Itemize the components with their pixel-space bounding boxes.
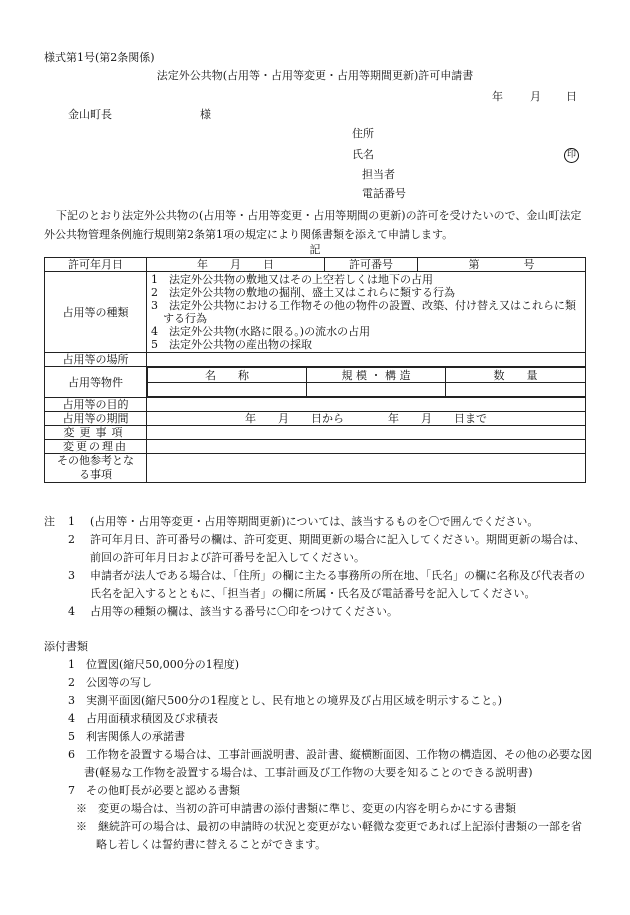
addressee-name: 金山町長 xyxy=(68,108,112,121)
intro-text: 下記のとおり法定外公共物の(占用等・占用等変更・占用等期間の更新)の許可を受けたいので、金山町法定外公共物管理条例施行規則第2条第1項の規定により関係書類を添えて申請します。 xyxy=(44,209,582,241)
other-label: その他参考となる事項 xyxy=(45,454,147,483)
attachment-item-1: 1 位置図(縮尺50,000分の1程度) xyxy=(68,658,240,671)
type-option-1[interactable]: 1 法定外公共物の敷地又はその上空若しくは地下の占用 xyxy=(151,273,433,286)
table-row-permit xyxy=(45,258,586,272)
attachments-section xyxy=(44,638,592,854)
items-label: 占用等物件 xyxy=(45,367,147,398)
applicant-person-label: 担当者 xyxy=(362,168,395,181)
type-options xyxy=(147,272,586,353)
change-reason-label: 変更の理由 xyxy=(45,440,147,454)
table-row-change-items xyxy=(45,426,586,440)
notes-section xyxy=(44,513,592,621)
items-header-quantity: 数 量 xyxy=(446,368,586,383)
place-label: 占用等の場所 xyxy=(45,353,147,367)
note-3-number: 3 xyxy=(68,569,75,582)
attachment-item-3: 3 実測平面図(縮尺500分の1程度とし、民有地との境界及び占用区域を明示すること。) xyxy=(68,694,503,707)
table-row-place xyxy=(45,353,586,367)
attachment-item-5: 5 利害関係人の承諾書 xyxy=(68,730,185,743)
purpose-field[interactable] xyxy=(147,398,586,412)
applicant-phone-label: 電話番号 xyxy=(362,187,406,200)
note-3 xyxy=(44,567,592,603)
date-day: 日 xyxy=(566,90,577,103)
note-1-text: (占用等・占用等変更・占用等期間更新)については、該当するものを〇で囲んでください。 xyxy=(90,515,539,528)
type-option-2[interactable]: 2 法定外公共物の敷地の掘削、盛土又はこれらに類する行為 xyxy=(151,286,455,299)
items-header-scale: 規 模 ・ 構 造 xyxy=(307,368,446,383)
table-row-other xyxy=(45,454,586,483)
attachment-remark-1: ※ 変更の場合は、当初の許可申請書の添付書類に準じ、変更の内容を明らかにする書類 xyxy=(76,802,516,815)
document-title: 法定外公共物(占用等・占用等変更・占用等期間更新)許可申請書 xyxy=(156,69,474,82)
note-3-text: 申請者が法人である場合は、「住所」の欄に主たる事務所の所在地、「氏名」の欄に名称及び代表者の氏名を記入するとともに、「担当者」の欄に所属・氏名及び電話番号を記入してください。 xyxy=(90,569,585,600)
permit-date-field[interactable]: 年 月 日 xyxy=(147,258,325,272)
attachment-item-4: 4 占用面積求積図及び求積表 xyxy=(68,712,218,725)
note-4-text: 占用等の種類の欄は、該当する番号に〇印をつけてください。 xyxy=(90,605,398,618)
type-label: 占用等の種類 xyxy=(45,272,147,353)
attachment-item-7: 7 その他町長が必要と認める書類 xyxy=(68,784,240,797)
note-4-number: 4 xyxy=(68,605,75,618)
items-scale-field[interactable] xyxy=(307,383,446,397)
applicant-name-label: 氏名 xyxy=(352,148,374,161)
ki-heading: 記 xyxy=(309,243,321,256)
items-quantity-field[interactable] xyxy=(446,383,586,397)
table-row-change-reason xyxy=(45,440,586,454)
change-items-label: 変更事項 xyxy=(45,426,147,440)
attachments-title: 添付書類 xyxy=(44,640,88,653)
type-option-3[interactable]: 3 法定外公共物における工作物その他の物件の設置、改築、付け替え又はこれらに類する行為 xyxy=(151,299,576,325)
applicant-address-label: 住所 xyxy=(352,127,374,140)
notes-prefix: 注 xyxy=(44,515,55,528)
permit-date-label: 許可年月日 xyxy=(45,258,147,272)
date-year: 年 xyxy=(492,90,503,103)
note-1-number: 1 xyxy=(68,515,75,528)
change-items-field[interactable] xyxy=(147,426,586,440)
type-option-4[interactable]: 4 法定外公共物(水路に限る。)の流水の占用 xyxy=(151,325,371,338)
note-2-text: 許可年月日、許可番号の欄は、許可変更、期間更新の場合に記入してください。期間更新の場合は、前回の許可年月日および許可番号を記入してください。 xyxy=(90,533,585,564)
attachment-item-2: 2 公図等の写し xyxy=(68,676,152,689)
permit-number-label: 許可番号 xyxy=(325,258,418,272)
period-label: 占用等の期間 xyxy=(45,412,147,426)
addressee-honorific: 様 xyxy=(200,108,211,121)
period-field[interactable]: 年 月 日から 年 月 日まで xyxy=(147,412,586,426)
note-2-number: 2 xyxy=(68,533,75,546)
note-4 xyxy=(44,603,592,621)
items-subtable xyxy=(147,367,586,398)
type-option-5[interactable]: 5 法定外公共物の産出物の採取 xyxy=(151,338,312,351)
other-field[interactable] xyxy=(147,454,586,483)
form-number: 様式第1号(第2条関係) xyxy=(44,51,155,64)
seal-mark: 印 xyxy=(564,148,579,163)
table-row-purpose xyxy=(45,398,586,412)
place-field[interactable] xyxy=(147,353,586,367)
items-name-field[interactable] xyxy=(148,383,307,397)
note-1 xyxy=(44,513,592,531)
application-table xyxy=(44,257,586,483)
table-row-period xyxy=(45,412,586,426)
purpose-label: 占用等の目的 xyxy=(45,398,147,412)
note-2 xyxy=(44,531,592,567)
items-header-name: 名 称 xyxy=(148,368,307,383)
table-row-type xyxy=(45,272,586,353)
table-row-items xyxy=(45,367,586,398)
change-reason-field[interactable] xyxy=(147,440,586,454)
attachment-remark-2: ※ 継続許可の場合は、最初の申請時の状況と変更がない軽微な変更であれば上記添付書類の一部を省略し若しくは誓約書に替えることができます。 xyxy=(76,820,582,851)
permit-number-field[interactable]: 第 号 xyxy=(418,258,586,272)
attachment-item-6: 6 工作物を設置する場合は、工事計画説明書、設計書、縦横断面図、工作物の構造図、その他の必要な図書(軽易な工作物を設置する場合は、工事計画及び工作物の大要を知ることのできる説明書) xyxy=(68,748,592,779)
date-month: 月 xyxy=(530,90,541,103)
